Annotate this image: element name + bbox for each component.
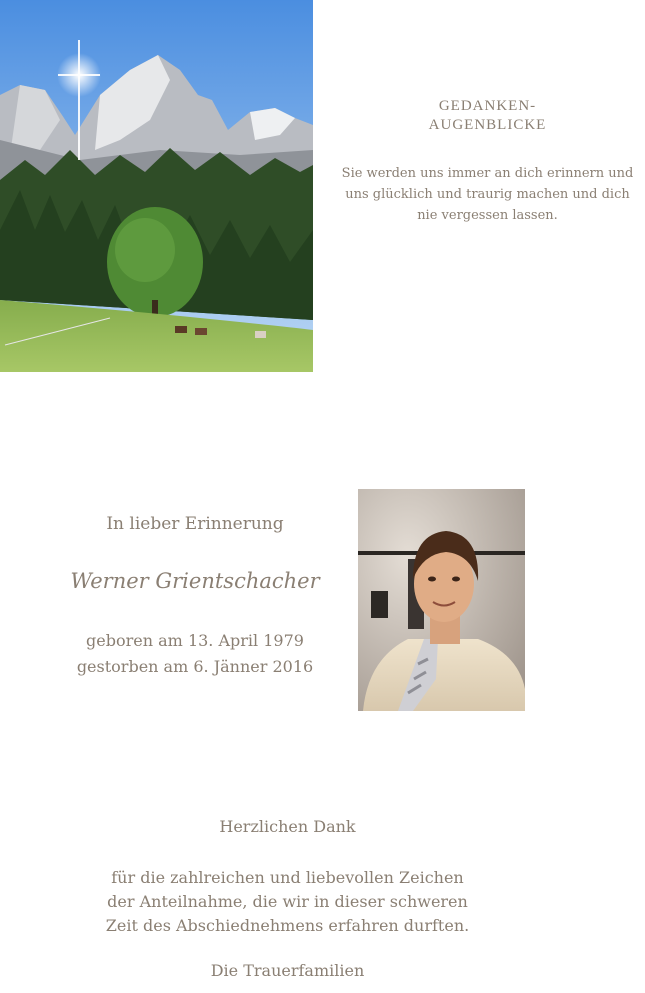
- verse-line-1: Sie werden uns immer an dich erinnern und: [341, 166, 634, 181]
- page-title: [330, 97, 645, 135]
- family-signature: Die Trauerfamilien: [210, 961, 365, 980]
- verse-line-2: uns glücklich und traurig machen und dich: [345, 187, 630, 202]
- portrait-photo: [358, 489, 525, 711]
- thanks-line-3: Zeit des Abschiednehmens erfahren durften.: [105, 916, 470, 935]
- verse-line-3: nie vergessen lassen.: [417, 208, 558, 223]
- mountain-landscape-image: [0, 0, 313, 372]
- title-line-2: AUGENBLICKE: [428, 117, 547, 133]
- death-date: gestorben am 6. Jänner 2016: [76, 657, 314, 676]
- memorial-verse: [330, 163, 645, 226]
- deceased-name: Werner Grientschacher: [70, 569, 320, 593]
- memorial-intro: In lieber Erinnerung: [106, 514, 284, 534]
- thanks-line-2: der Anteilnahme, die wir in dieser schweren: [107, 892, 468, 911]
- birth-date: geboren am 13. April 1979: [86, 631, 304, 650]
- thanks-message: [60, 866, 515, 938]
- title-line-1: GEDANKEN-: [438, 98, 537, 114]
- thanks-line-1: für die zahlreichen und liebevollen Zeichen: [111, 868, 464, 887]
- thanks-heading: Herzlichen Dank: [219, 817, 356, 836]
